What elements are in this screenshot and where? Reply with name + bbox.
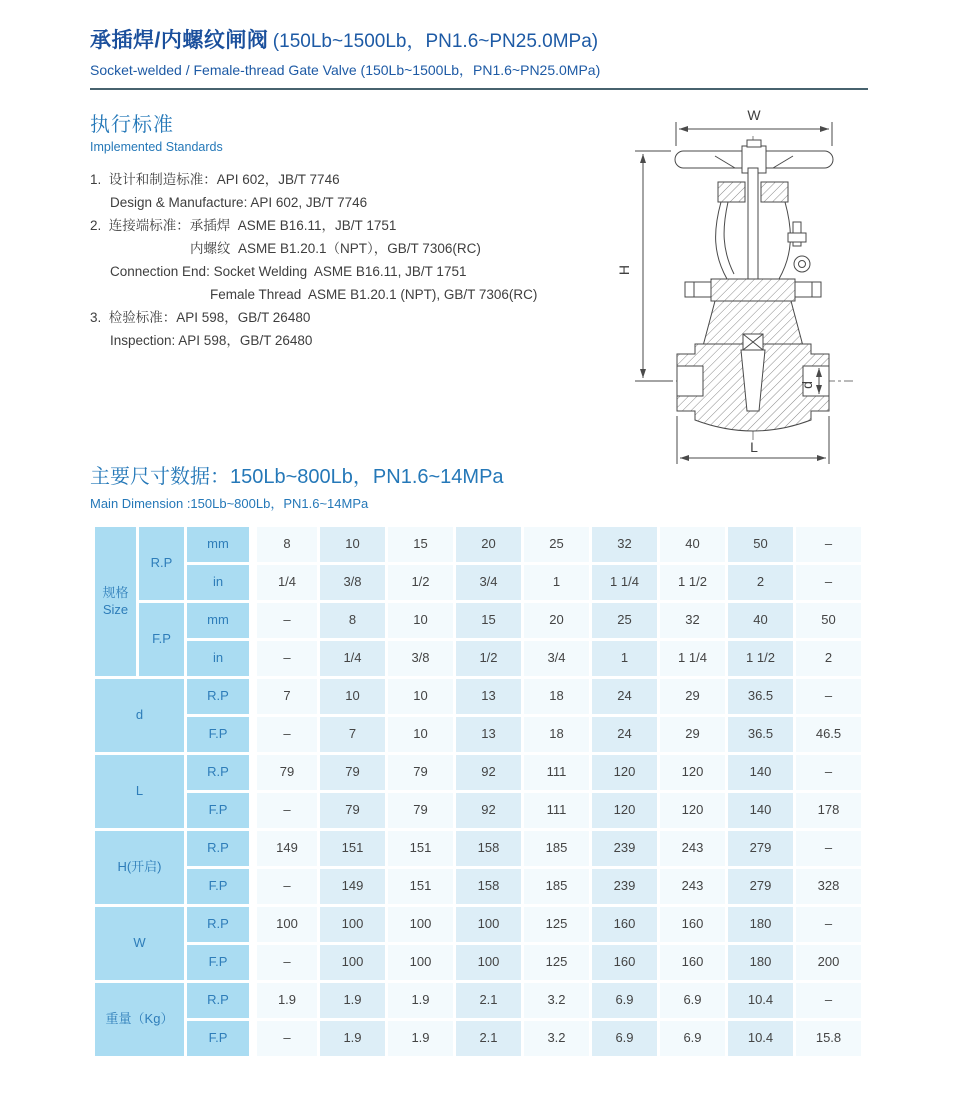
table-cell: 6.9 xyxy=(660,1021,725,1056)
table-cell: 3.2 xyxy=(524,983,589,1018)
table-cell: 36.5 xyxy=(728,717,793,752)
table-cell: 92 xyxy=(456,793,521,828)
table-row xyxy=(95,945,861,980)
table-cell: 1 1/4 xyxy=(592,565,657,600)
standards-line: Connection End: Socket Welding ASME B16.11, JB/T 1751 xyxy=(110,264,467,279)
table-cell: 120 xyxy=(592,755,657,790)
dimension-table xyxy=(92,524,864,1059)
dim-label-h: H xyxy=(616,264,632,276)
table-cell: 2.1 xyxy=(456,983,521,1018)
table-cell: 100 xyxy=(252,907,317,942)
flange-nut xyxy=(685,282,711,297)
table-cell: – xyxy=(796,983,861,1018)
standards-line: Female Thread ASME B1.20.1 (NPT), GB/T 7306(RC) xyxy=(210,287,538,302)
table-row xyxy=(95,641,861,676)
row-label-H: H(开启) xyxy=(95,831,184,904)
table-cell: 40 xyxy=(728,603,793,638)
standards-line: 内螺纹 ASME B1.20.1（NPT），GB/T 7306(RC) xyxy=(190,241,481,256)
table-cell: 1.9 xyxy=(320,983,385,1018)
table-cell: 149 xyxy=(252,831,317,866)
table-cell: 100 xyxy=(388,907,453,942)
bonnet-flange xyxy=(711,279,795,301)
row-group-size-zh: 规格 xyxy=(102,585,129,601)
sub-label-rp: R.P xyxy=(187,679,249,714)
table-cell: 20 xyxy=(456,527,521,562)
table-cell: 160 xyxy=(660,945,725,980)
table-cell: 50 xyxy=(728,527,793,562)
table-cell: 92 xyxy=(456,755,521,790)
table-cell: 1.9 xyxy=(388,983,453,1018)
table-cell: 32 xyxy=(592,527,657,562)
table-cell: 6.9 xyxy=(592,983,657,1018)
unit-label-mm: mm xyxy=(187,603,249,638)
table-cell: – xyxy=(796,565,861,600)
table-cell: 50 xyxy=(796,603,861,638)
sub-label-fp: F.P xyxy=(187,793,249,828)
table-cell: – xyxy=(796,527,861,562)
table-row xyxy=(95,565,861,600)
table-cell: 20 xyxy=(524,603,589,638)
standards-list xyxy=(90,168,590,352)
dim-label-w: W xyxy=(747,107,761,123)
table-cell: – xyxy=(252,945,317,980)
table-cell: 1/4 xyxy=(320,641,385,676)
dim-label-l: L xyxy=(750,439,758,455)
dimension-section-heading xyxy=(90,460,504,512)
table-cell: 185 xyxy=(524,831,589,866)
sub-label-rp: R.P xyxy=(187,831,249,866)
table-cell: 160 xyxy=(592,907,657,942)
table-cell: 1 1/2 xyxy=(660,565,725,600)
socket-bore-left xyxy=(677,366,703,396)
dimension-heading-en: Main Dimension :150Lb~800Lb，PN1.6~14MPa xyxy=(90,496,369,511)
table-cell: 40 xyxy=(660,527,725,562)
standards-section xyxy=(90,108,590,352)
table-cell: 15 xyxy=(388,527,453,562)
table-row xyxy=(95,983,861,1018)
table-cell: 79 xyxy=(320,793,385,828)
table-cell: 100 xyxy=(320,945,385,980)
table-cell: 3/4 xyxy=(456,565,521,600)
yoke-arm-inner xyxy=(724,202,734,274)
sub-label-fp: F.P xyxy=(187,869,249,904)
table-cell: 6.9 xyxy=(592,1021,657,1056)
page-subtitle: Socket-welded / Female-thread Gate Valve (150Lb~1500Lb，PN1.6~PN25.0MPa) xyxy=(90,62,601,78)
table-row xyxy=(95,527,861,562)
table-cell: 8 xyxy=(252,527,317,562)
table-cell: 3/4 xyxy=(524,641,589,676)
table-cell: 79 xyxy=(388,755,453,790)
dimension-table-wrap xyxy=(92,524,864,1059)
unit-label-mm: mm xyxy=(187,527,249,562)
table-cell: 1.9 xyxy=(252,983,317,1018)
table-cell: 160 xyxy=(592,945,657,980)
packing-block xyxy=(718,182,745,202)
table-row xyxy=(95,793,861,828)
table-cell: 10 xyxy=(320,679,385,714)
row-label-W: W xyxy=(95,907,184,980)
standards-line: 2. 连接端标准：承插焊 ASME B16.11，JB/T 1751 xyxy=(90,218,397,233)
gland-nut xyxy=(788,233,806,242)
sub-label-fp: F.P xyxy=(187,717,249,752)
table-cell: 24 xyxy=(592,679,657,714)
table-cell: 111 xyxy=(524,755,589,790)
table-cell: 151 xyxy=(388,869,453,904)
table-cell: 79 xyxy=(252,755,317,790)
table-cell: 158 xyxy=(456,869,521,904)
table-cell: – xyxy=(252,793,317,828)
gland-eye xyxy=(794,256,810,272)
table-cell: – xyxy=(796,679,861,714)
table-cell: 279 xyxy=(728,831,793,866)
table-row xyxy=(95,869,861,904)
table-cell: 125 xyxy=(524,945,589,980)
page-header xyxy=(90,24,600,80)
page-title-zh: 承插焊/内螺纹闸阀 xyxy=(90,29,269,52)
table-cell: 7 xyxy=(320,717,385,752)
table-cell: 25 xyxy=(524,527,589,562)
sub-label-rp: R.P xyxy=(187,983,249,1018)
standards-heading-zh: 执行标准 xyxy=(90,114,174,136)
row-label-weight: 重量（Kg） xyxy=(95,983,184,1056)
socket-bore-right xyxy=(803,366,829,396)
table-cell: 1 xyxy=(524,565,589,600)
table-cell: 32 xyxy=(660,603,725,638)
table-cell: 3/8 xyxy=(388,641,453,676)
table-cell: 120 xyxy=(592,793,657,828)
flange-nut xyxy=(795,282,821,297)
standards-line: 3. 检验标准：API 598，GB/T 26480 xyxy=(90,310,311,325)
table-cell: 160 xyxy=(660,907,725,942)
row-group-size-en: Size xyxy=(102,601,129,617)
table-row xyxy=(95,831,861,866)
table-cell: 180 xyxy=(728,907,793,942)
table-cell: 1.9 xyxy=(320,1021,385,1056)
table-cell: – xyxy=(252,869,317,904)
row-label-L: L xyxy=(95,755,184,828)
table-cell: – xyxy=(796,907,861,942)
table-cell: 29 xyxy=(660,717,725,752)
standards-line: Inspection: API 598，GB/T 26480 xyxy=(110,333,313,348)
table-cell: 2 xyxy=(728,565,793,600)
table-cell: 2 xyxy=(796,641,861,676)
sub-label-fp: F.P xyxy=(187,1021,249,1056)
table-cell: 1/4 xyxy=(252,565,317,600)
table-cell: 25 xyxy=(592,603,657,638)
table-cell: 10 xyxy=(388,603,453,638)
table-row xyxy=(95,755,861,790)
table-cell: 24 xyxy=(592,717,657,752)
table-cell: 10 xyxy=(320,527,385,562)
table-cell: 1.9 xyxy=(388,1021,453,1056)
table-cell: 100 xyxy=(456,907,521,942)
table-cell: 149 xyxy=(320,869,385,904)
table-cell: – xyxy=(252,603,317,638)
table-cell: 100 xyxy=(456,945,521,980)
table-cell: 120 xyxy=(660,755,725,790)
table-cell: 3.2 xyxy=(524,1021,589,1056)
table-cell: 158 xyxy=(456,831,521,866)
table-cell: 18 xyxy=(524,679,589,714)
table-cell: 140 xyxy=(728,755,793,790)
table-cell: – xyxy=(796,755,861,790)
table-row xyxy=(95,603,861,638)
table-cell: 111 xyxy=(524,793,589,828)
table-cell: 151 xyxy=(320,831,385,866)
sub-label-fp: F.P xyxy=(139,603,184,676)
table-cell: – xyxy=(252,717,317,752)
table-cell: 2.1 xyxy=(456,1021,521,1056)
sub-label-rp: R.P xyxy=(187,755,249,790)
table-cell: 10 xyxy=(388,717,453,752)
header-divider xyxy=(90,88,868,90)
table-row xyxy=(95,679,861,714)
table-cell: 125 xyxy=(524,907,589,942)
table-row xyxy=(95,1021,861,1056)
packing-block xyxy=(761,182,788,202)
sub-label-rp: R.P xyxy=(139,527,184,600)
standards-line: Design & Manufacture: API 602, JB/T 7746 xyxy=(110,195,368,210)
valve-drawing xyxy=(615,96,865,474)
stem-nut-cap xyxy=(747,140,761,147)
table-cell: 1 1/2 xyxy=(728,641,793,676)
row-label-d: d xyxy=(95,679,184,752)
table-cell: 79 xyxy=(320,755,385,790)
table-cell: 185 xyxy=(524,869,589,904)
unit-label-in: in xyxy=(187,641,249,676)
table-cell: 243 xyxy=(660,869,725,904)
table-cell: 1 xyxy=(592,641,657,676)
table-cell: 3/8 xyxy=(320,565,385,600)
table-cell: 79 xyxy=(388,793,453,828)
page-title xyxy=(90,24,600,54)
table-cell: – xyxy=(252,1021,317,1056)
standards-line: 1. 设计和制造标准：API 602，JB/T 7746 xyxy=(90,172,340,187)
table-cell: 10.4 xyxy=(728,983,793,1018)
table-cell: 46.5 xyxy=(796,717,861,752)
table-cell: 239 xyxy=(592,831,657,866)
table-cell: – xyxy=(252,641,317,676)
table-cell: 1/2 xyxy=(456,641,521,676)
table-cell: 200 xyxy=(796,945,861,980)
table-cell: 120 xyxy=(660,793,725,828)
table-cell: 13 xyxy=(456,679,521,714)
table-cell: 15 xyxy=(456,603,521,638)
dim-label-d: d xyxy=(799,381,815,389)
table-cell: – xyxy=(796,831,861,866)
table-cell: 328 xyxy=(796,869,861,904)
table-cell: 151 xyxy=(388,831,453,866)
dimension-heading-zh: 主要尺寸数据：150Lb~800Lb，PN1.6~14MPa xyxy=(90,466,504,488)
page-title-spec: (150Lb~1500Lb，PN1.6~PN25.0MPa) xyxy=(272,31,599,52)
table-cell: 10 xyxy=(388,679,453,714)
table-cell: 279 xyxy=(728,869,793,904)
table-cell: 13 xyxy=(456,717,521,752)
table-cell: 15.8 xyxy=(796,1021,861,1056)
row-group-size xyxy=(95,527,136,676)
table-cell: 100 xyxy=(388,945,453,980)
table-cell: 178 xyxy=(796,793,861,828)
table-cell: 140 xyxy=(728,793,793,828)
table-cell: 7 xyxy=(252,679,317,714)
table-row xyxy=(95,717,861,752)
sub-label-fp: F.P xyxy=(187,945,249,980)
gate-valve-section-drawing xyxy=(615,96,865,474)
table-cell: 36.5 xyxy=(728,679,793,714)
table-cell: 6.9 xyxy=(660,983,725,1018)
table-cell: 1 1/4 xyxy=(660,641,725,676)
table-cell: 100 xyxy=(320,907,385,942)
unit-label-in: in xyxy=(187,565,249,600)
table-cell: 1/2 xyxy=(388,565,453,600)
table-cell: 18 xyxy=(524,717,589,752)
table-row xyxy=(95,907,861,942)
sub-label-rp: R.P xyxy=(187,907,249,942)
table-cell: 239 xyxy=(592,869,657,904)
standards-heading-en: Implemented Standards xyxy=(90,140,223,154)
table-cell: 10.4 xyxy=(728,1021,793,1056)
table-cell: 29 xyxy=(660,679,725,714)
table-cell: 243 xyxy=(660,831,725,866)
table-cell: 8 xyxy=(320,603,385,638)
table-cell: 180 xyxy=(728,945,793,980)
